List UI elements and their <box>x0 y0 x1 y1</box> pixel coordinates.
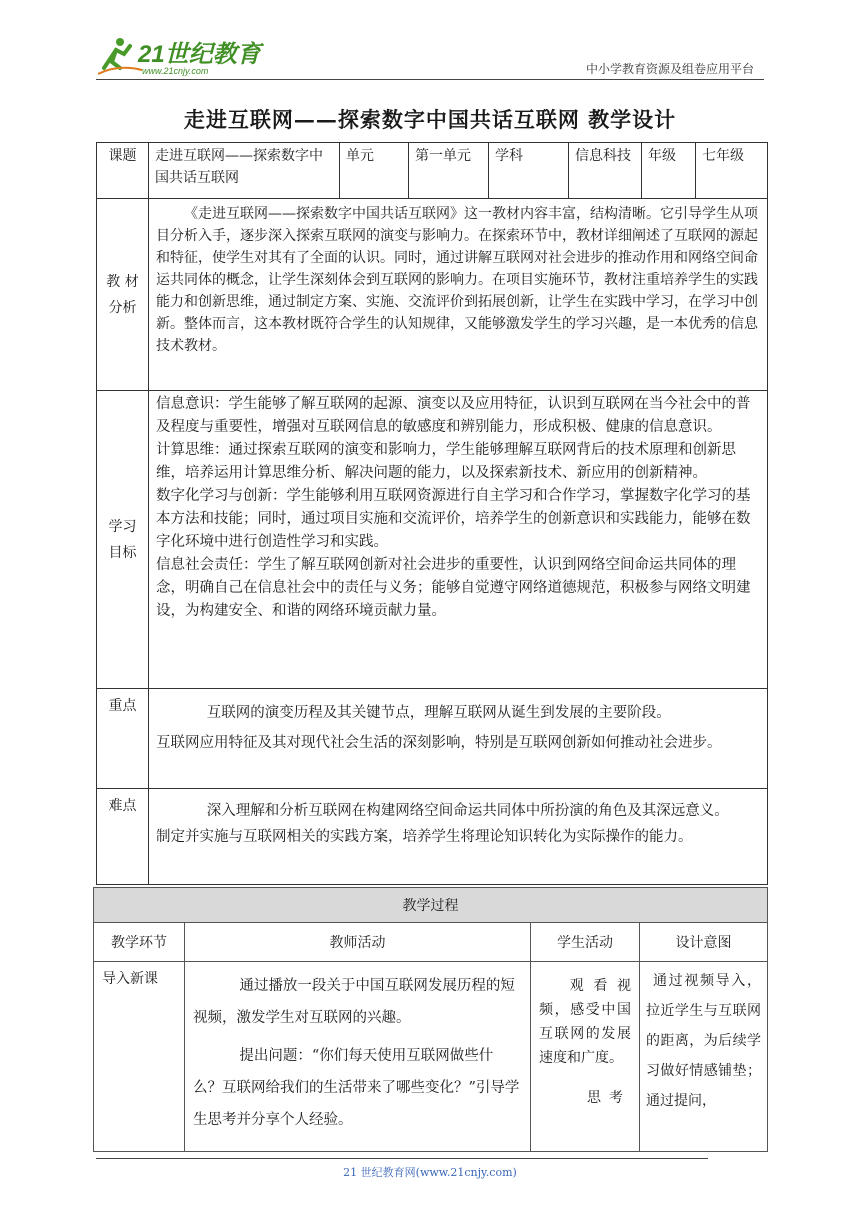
runner-logo-icon <box>98 34 268 78</box>
col-stage: 教学环节 <box>94 923 185 962</box>
goal-social-responsibility: 信息社会责任：学生了解互联网创新对社会进步的重要性，认识到网络空间命运共同体的理念，明确自己在信息社会中的责任与义务；能够自觉遵守网络道德规范，积极参与网络文明建设，为构建安全、和谐的网络环境贡献力量。 <box>156 557 751 619</box>
stage-intro: 导入新课 <box>94 962 185 1152</box>
goals-row <box>97 391 768 689</box>
footer-text[interactable]: 21 世纪教育网(www.21cnjy.com) <box>343 1166 517 1179</box>
goals-content <box>149 391 768 689</box>
grade-value: 七年级 <box>696 143 768 199</box>
unit-label: 单元 <box>340 143 409 199</box>
process-title-row <box>94 888 768 923</box>
goal-info-awareness: 信息意识：学生能够了解互联网的起源、演变以及应用特征，认识到互联网在当今社会中的普及程度与重要性，增强对互联网信息的敏感度和辨别能力，形成积极、健康的信息意识。 <box>156 396 751 435</box>
lesson-plan-table <box>96 142 768 885</box>
process-column-headers <box>94 923 768 962</box>
site-logo[interactable] <box>98 34 268 78</box>
key-points-content <box>149 689 768 789</box>
teacher-activity-intro <box>185 962 531 1152</box>
analysis-row <box>97 199 768 391</box>
goals-label: 学习 目标 <box>97 391 149 689</box>
unit-value: 第一单元 <box>409 143 489 199</box>
header-divider <box>96 79 764 80</box>
difficulty-1: 深入理解和分析互联网在构建网络空间命运共同体中所扮演的角色及其深远意义。 <box>206 803 729 819</box>
subject-value: 信息科技 <box>569 143 642 199</box>
footer-divider <box>96 1158 708 1159</box>
difficulties-content <box>149 789 768 885</box>
subject-label: 学科 <box>489 143 569 199</box>
design-intent-intro: 通过视频导入，拉近学生与互联网的距离，为后续学习做好情感铺垫；通过提问， <box>640 962 768 1152</box>
course-label: 课题 <box>97 143 149 199</box>
col-student-activity: 学生活动 <box>531 923 640 962</box>
student-step-think: 思考 <box>587 1090 631 1106</box>
process-row-intro <box>94 962 768 1152</box>
col-teacher-activity: 教师活动 <box>185 923 531 962</box>
difficulty-2: 制定并实施与互联网相关的实践方案，培养学生将理论知识转化为实际操作的能力。 <box>156 829 693 845</box>
difficulties-row <box>97 789 768 885</box>
key-points-label: 重点 <box>97 689 149 789</box>
course-value: 走进互联网——探索数字中国共话互联网 <box>149 143 340 199</box>
teacher-step-video: 通过播放一段关于中国互联网发展历程的短视频，激发学生对互联网的兴趣。 <box>193 978 515 1026</box>
goal-computational-thinking: 计算思维：通过探索互联网的演变和影响力，学生能够理解互联网背后的技术原理和创新思维，培养运用计算思维分析、解决问题的能力，以及探索新技术、新应用的创新精神。 <box>156 442 736 481</box>
student-step-watch: 观看视频，感受中国互联网的发展速度和广度。 <box>539 978 631 1066</box>
key-points-row <box>97 689 768 789</box>
teacher-step-question: 提出问题：“你们每天使用互联网做些什么？互联网给我们的生活带来了哪些变化？”引导学生思考并分享个人经验。 <box>193 1048 520 1128</box>
goal-digital-learning: 数字化学习与创新：学生能够利用互联网资源进行自主学习和合作学习，掌握数字化学习的基本方法和技能；同时，通过项目实施和交流评价，培养学生的创新意识和实践能力，能够在数字化环境中进行创造性学习和实践。 <box>156 488 751 550</box>
platform-name: 中小学教育资源及组卷应用平台 <box>585 62 754 76</box>
document-title: 走进互联网——探索数字中国共话互联网 教学设计 <box>183 107 677 132</box>
key-point-2: 互联网应用特征及其对现代社会生活的深刻影响，特别是互联网创新如何推动社会进步。 <box>156 735 722 751</box>
grade-label: 年级 <box>642 143 696 199</box>
info-row <box>97 143 768 199</box>
student-activity-intro <box>531 962 640 1152</box>
logo-url: www.21cnjy.com <box>142 66 209 76</box>
logo-text: 21世纪教育 <box>138 41 261 68</box>
difficulties-label: 难点 <box>97 789 149 885</box>
analysis-text: 《走进互联网——探索数字中国共话互联网》这一教材内容丰富，结构清晰。它引导学生从项目分析入手，逐步深入探索互联网的演变与影响力。在探索环节中，教材详细阐述了互联网的源起和特征，使学生对其有了全面的认识。同时，通过讲解互联网对社会进步的推动作用和网络空间命运共同体的概念，让学生深刻体会到互联网的影响力。在项目实施环节，教材注重培养学生的实践能力和创新思维，通过制定方案、实施、交流评价到拓展创新，让学生在实践中学习，在学习中创新。整体而言，这本教材既符合学生的认知规律，又能够激发学生的学习兴趣，是一本优秀的信息技术教材。 <box>149 199 768 391</box>
teaching-process-table <box>93 887 768 1152</box>
col-design-intent: 设计意图 <box>640 923 768 962</box>
process-title: 教学过程 <box>94 888 768 923</box>
analysis-label: 教 材 分析 <box>97 199 149 391</box>
key-point-1: 互联网的演变历程及其关键节点，理解互联网从诞生到发展的主要阶段。 <box>206 705 671 721</box>
